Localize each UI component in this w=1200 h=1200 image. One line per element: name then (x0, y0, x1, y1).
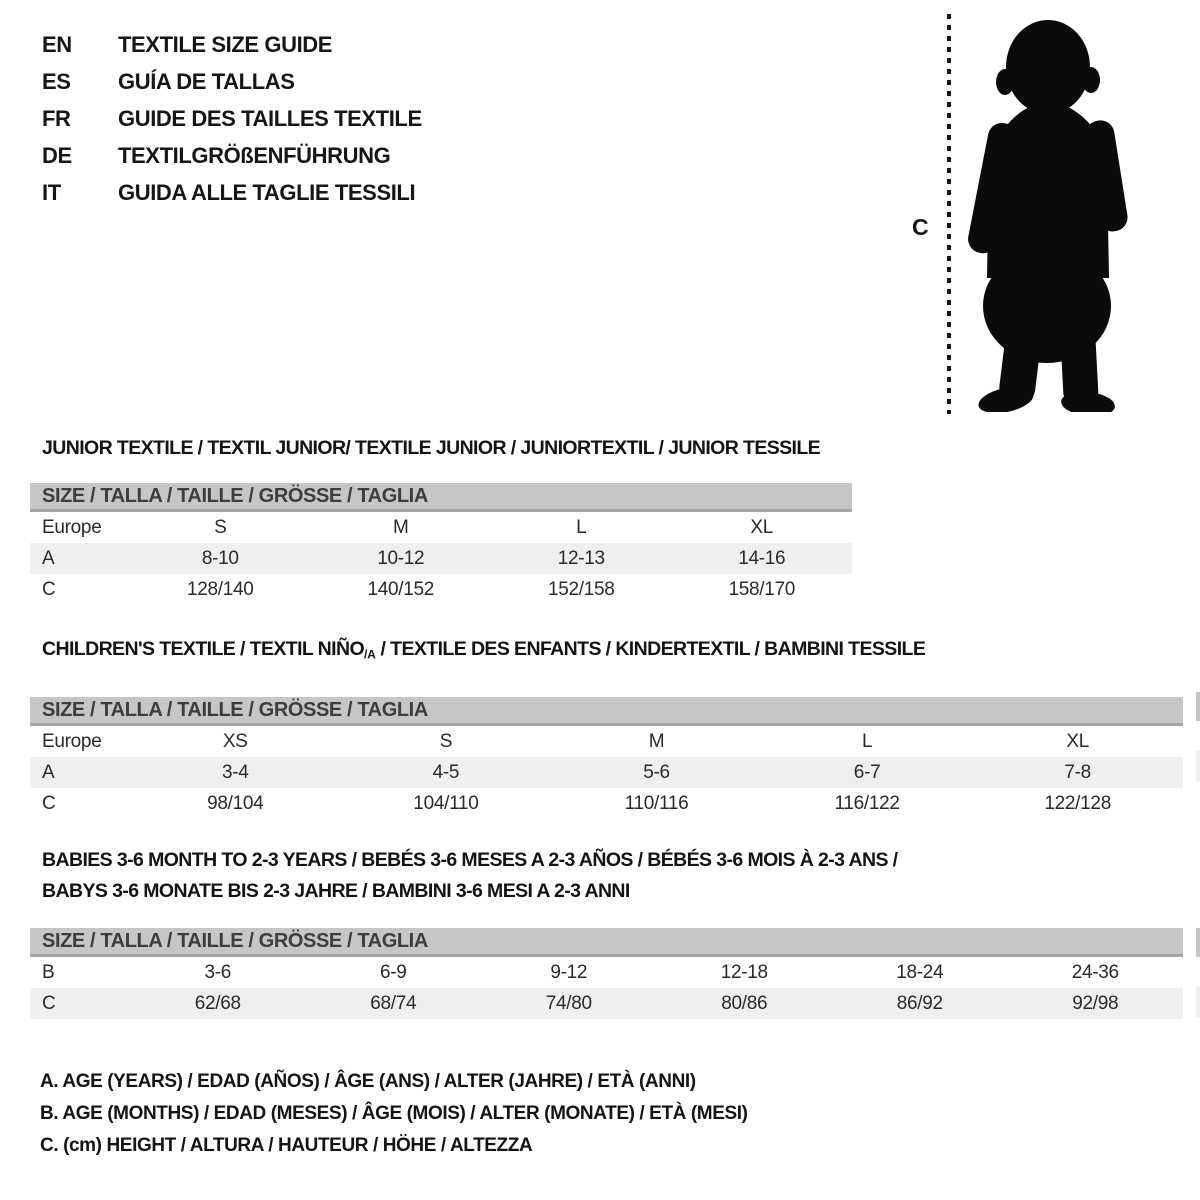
section-title-line1: BABIES 3-6 MONTH TO 2-3 YEARS / BEBÉS 3-6 MESES A 2-3 AÑOS / BÉBÉS 3-6 MOIS À 2-3 ANS / (42, 849, 898, 871)
age-cell: 9-12 (550, 962, 588, 983)
table-edge-sliver (1196, 692, 1200, 721)
table-row-age (30, 757, 1183, 788)
height-cell: 152/158 (547, 579, 615, 600)
measure-c-label: C (912, 214, 929, 240)
height-cell: 74/80 (545, 993, 592, 1014)
height-cell: 128/140 (186, 579, 254, 600)
size-cell: L (576, 517, 587, 538)
age-cell: 3-4 (222, 762, 249, 784)
guide-title: GUIDE DES TAILLES TEXTILE (118, 106, 422, 131)
size-cell: XL (750, 517, 774, 538)
size-header-band: SIZE / TALLA / TAILLE / GRÖSSE / TAGLIA (30, 928, 1183, 957)
legend-line-a: A. AGE (YEARS) / EDAD (AÑOS) / ÂGE (ANS) / ALTER (JAHRE) / ETÀ (ANNI) (40, 1071, 696, 1092)
table-row-europe (30, 512, 852, 543)
junior-textile-section (30, 437, 852, 605)
age-cell: 12-18 (720, 962, 768, 983)
childrens-textile-section (30, 638, 1183, 819)
guide-title: GUIDA ALLE TAGLIE TESSILI (118, 180, 416, 205)
language-code: EN (42, 32, 72, 57)
height-cell: 140/152 (367, 579, 435, 600)
guide-title: GUÍA DE TALLAS (118, 69, 295, 94)
row-label: A (42, 548, 55, 569)
table-edge-sliver (1196, 987, 1200, 1018)
height-cell: 92/98 (1072, 993, 1119, 1014)
legend-line-b: B. AGE (MONTHS) / EDAD (MESES) / ÂGE (MOIS) / ALTER (MONATE) / ETÀ (MESI) (40, 1103, 748, 1124)
age-cell: 12-13 (557, 548, 605, 569)
language-code: IT (42, 180, 61, 205)
height-cell: 122/128 (1044, 793, 1111, 815)
age-cell: 8-10 (201, 548, 239, 569)
language-code: ES (42, 69, 71, 94)
row-label: C (42, 993, 56, 1014)
size-header-band: SIZE / TALLA / TAILLE / GRÖSSE / TAGLIA (30, 483, 852, 512)
height-cell: 62/68 (194, 993, 241, 1014)
section-title-line2: BABYS 3-6 MONATE BIS 2-3 JAHRE / BAMBINI 3-6 MESI A 2-3 ANNI (42, 880, 630, 902)
row-label: C (42, 793, 56, 815)
age-cell: 6-9 (379, 962, 407, 983)
language-code: DE (42, 143, 72, 168)
age-cell: 14-16 (738, 548, 786, 569)
guide-title: TEXTILGRÖßENFÜHRUNG (118, 143, 391, 168)
row-label: C (42, 579, 56, 600)
size-cell: M (648, 731, 665, 753)
age-cell: 4-5 (432, 762, 460, 784)
age-cell: 3-6 (204, 962, 232, 983)
section-title-text: JUNIOR TEXTILE / TEXTIL JUNIOR/ TEXTILE JUNIOR / JUNIORTEXTIL / JUNIOR TESSILE (42, 437, 821, 459)
height-cell: 104/110 (413, 793, 479, 815)
table-row-age (30, 543, 852, 574)
height-cell: 158/170 (728, 579, 796, 600)
table-edge-sliver (1196, 751, 1200, 782)
section-title (42, 437, 852, 459)
size-cell: S (439, 731, 453, 753)
size-cell: L (861, 731, 873, 753)
age-cell: 5-6 (643, 762, 670, 784)
row-label: A (42, 762, 55, 784)
section-title-subscript: /A (364, 647, 376, 662)
language-code: FR (42, 106, 71, 131)
size-cell: XS (222, 731, 248, 753)
height-cell: 68/74 (370, 993, 417, 1014)
height-measure-figure (0, 0, 1200, 430)
section-title (42, 638, 1183, 665)
row-label: Europe (42, 517, 102, 538)
age-cell: 24-36 (1071, 962, 1119, 983)
table-edge-sliver (1196, 928, 1200, 957)
height-cell: 86/92 (896, 993, 943, 1014)
section-title (42, 876, 1183, 907)
age-cell: 7-8 (1064, 762, 1091, 784)
table-row-height (30, 788, 1183, 819)
age-cell: 10-12 (377, 548, 425, 569)
legend-line-c: C. (cm) HEIGHT / ALTURA / HAUTEUR / HÖHE / ALTEZZA (40, 1135, 533, 1156)
guide-title: TEXTILE SIZE GUIDE (118, 32, 333, 57)
height-cell: 110/116 (624, 793, 689, 815)
table-row-europe (30, 726, 1183, 757)
size-cell: S (214, 517, 227, 538)
height-cell: 116/122 (834, 793, 900, 815)
measure-legend (40, 1066, 748, 1162)
height-cell: 80/86 (721, 993, 768, 1014)
age-cell: 18-24 (896, 962, 944, 983)
section-title-text: CHILDREN'S TEXTILE / TEXTIL NIÑO (42, 638, 365, 660)
size-cell: M (392, 517, 409, 538)
size-cell: XL (1066, 731, 1089, 753)
section-title-text: / TEXTILE DES ENFANTS / KINDERTEXTIL / BAMBINI TESSILE (375, 638, 926, 660)
age-cell: 6-7 (853, 762, 881, 784)
height-measure-dashed-line (947, 14, 951, 414)
section-title (42, 845, 1183, 876)
height-cell: 98/104 (207, 793, 264, 815)
table-row-age-months (30, 957, 1183, 988)
toddler-silhouette-image (956, 10, 1138, 412)
row-label: Europe (42, 731, 102, 753)
table-row-height (30, 988, 1183, 1019)
row-label: B (42, 962, 55, 983)
babies-textile-section (30, 845, 1183, 1019)
size-header-band: SIZE / TALLA / TAILLE / GRÖSSE / TAGLIA (30, 697, 1183, 726)
table-row-height (30, 574, 852, 605)
